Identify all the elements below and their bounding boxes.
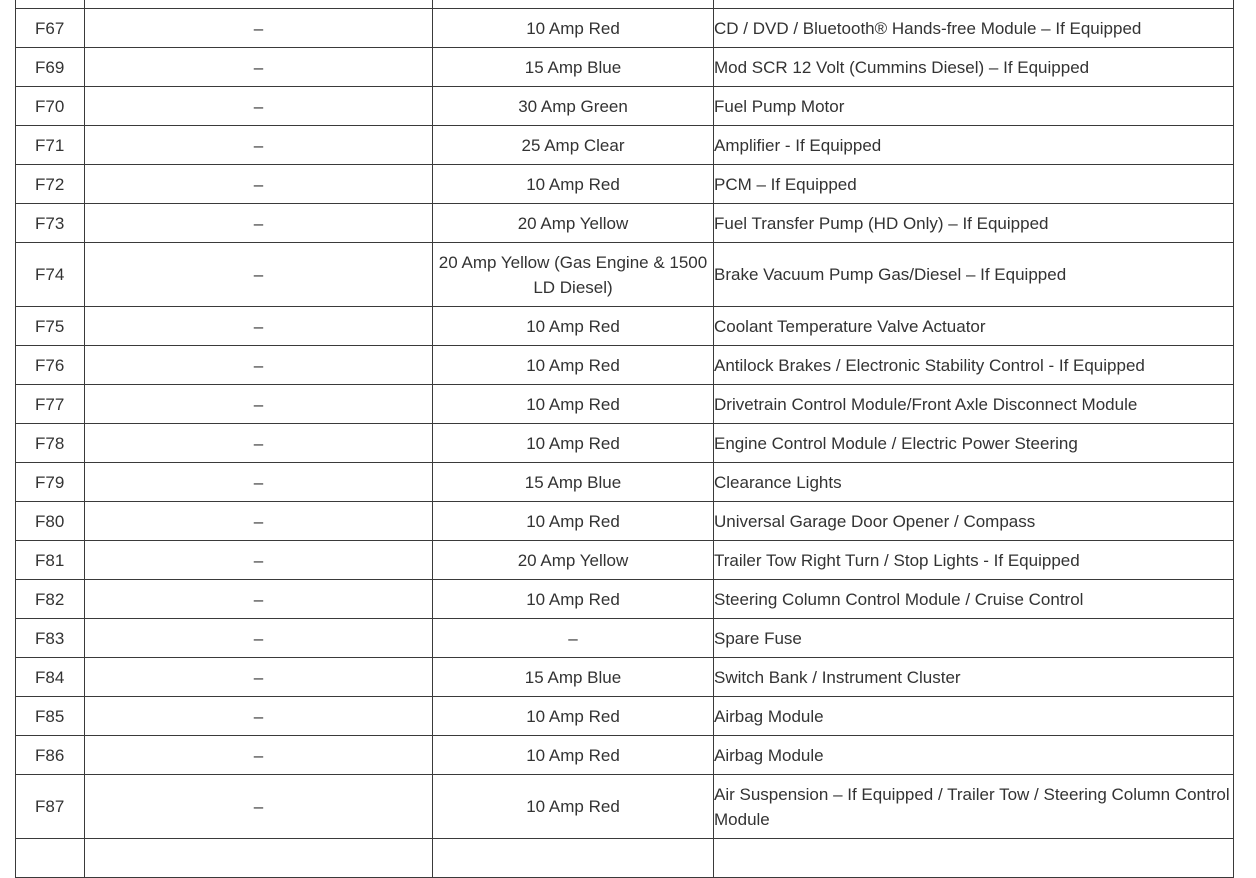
- mini-fuse-cell: 10 Amp Red: [433, 9, 714, 48]
- table-row: [16, 502, 1234, 541]
- cartridge-fuse-cell: [85, 839, 433, 878]
- mini-fuse-cell: 20 Amp Yellow (Gas Engine & 1500 LD Diesel): [433, 243, 714, 307]
- cavity-cell: F87: [16, 775, 85, 839]
- description-cell: PCM – If Equipped: [714, 165, 1234, 204]
- mini-fuse-cell: 10 Amp Red: [433, 165, 714, 204]
- cavity-cell: F78: [16, 424, 85, 463]
- cartridge-fuse-cell: –: [85, 48, 433, 87]
- description-cell: Universal Garage Door Opener / Compass: [714, 502, 1234, 541]
- cartridge-fuse-cell: –: [85, 463, 433, 502]
- cavity-cell: F86: [16, 736, 85, 775]
- cavity-cell: F80: [16, 502, 85, 541]
- description-cell: Airbag Module: [714, 697, 1234, 736]
- table-row: [16, 385, 1234, 424]
- description-cell: Mod SCR 12 Volt (Cummins Diesel) – If Equipped: [714, 48, 1234, 87]
- description-cell: Fuel Transfer Pump (HD Only) – If Equipped: [714, 204, 1234, 243]
- cartridge-fuse-cell: –: [85, 502, 433, 541]
- mini-fuse-cell: 30 Amp Green: [433, 87, 714, 126]
- cavity-cell: F79: [16, 463, 85, 502]
- fuse-table-container: [15, 0, 1233, 878]
- mini-fuse-cell: 10 Amp Red: [433, 697, 714, 736]
- description-cell: Switch Bank / Instrument Cluster: [714, 658, 1234, 697]
- table-row: [16, 619, 1234, 658]
- cartridge-fuse-cell: –: [85, 9, 433, 48]
- mini-fuse-cell: [433, 839, 714, 878]
- table-row: [16, 346, 1234, 385]
- mini-fuse-cell: 10 Amp Red: [433, 346, 714, 385]
- cartridge-fuse-cell: –: [85, 541, 433, 580]
- cartridge-fuse-cell: –: [85, 165, 433, 204]
- table-row: [16, 126, 1234, 165]
- description-cell: Amplifier - If Equipped: [714, 126, 1234, 165]
- cartridge-fuse-cell: –: [85, 697, 433, 736]
- cartridge-fuse-cell: [85, 0, 433, 9]
- cavity-cell: F82: [16, 580, 85, 619]
- cavity-cell: F75: [16, 307, 85, 346]
- table-row: [16, 9, 1234, 48]
- cavity-cell: F76: [16, 346, 85, 385]
- cartridge-fuse-cell: –: [85, 385, 433, 424]
- description-cell: Fuel Pump Motor: [714, 87, 1234, 126]
- cavity-cell: F70: [16, 87, 85, 126]
- mini-fuse-cell: 15 Amp Blue: [433, 48, 714, 87]
- description-cell: Coolant Temperature Valve Actuator: [714, 307, 1234, 346]
- description-cell: Airbag Module: [714, 736, 1234, 775]
- cavity-cell: [16, 0, 85, 9]
- cartridge-fuse-cell: –: [85, 580, 433, 619]
- table-row: [16, 839, 1234, 878]
- table-row: [16, 736, 1234, 775]
- cartridge-fuse-cell: –: [85, 346, 433, 385]
- description-cell: Air Suspension – If Equipped / Trailer Tow / Steering Column Control Module: [714, 775, 1234, 839]
- description-cell: Clearance Lights: [714, 463, 1234, 502]
- mini-fuse-cell: 10 Amp Red: [433, 580, 714, 619]
- mini-fuse-cell: 20 Amp Yellow: [433, 541, 714, 580]
- cartridge-fuse-cell: –: [85, 307, 433, 346]
- mini-fuse-cell: 10 Amp Red: [433, 385, 714, 424]
- table-row: [16, 463, 1234, 502]
- cavity-cell: F77: [16, 385, 85, 424]
- cartridge-fuse-cell: –: [85, 736, 433, 775]
- cavity-cell: F73: [16, 204, 85, 243]
- mini-fuse-cell: 10 Amp Red: [433, 307, 714, 346]
- description-cell: CD / DVD / Bluetooth® Hands-free Module – If Equipped: [714, 9, 1234, 48]
- cavity-cell: F69: [16, 48, 85, 87]
- mini-fuse-cell: –: [433, 619, 714, 658]
- table-row: [16, 307, 1234, 346]
- mini-fuse-cell: 10 Amp Red: [433, 775, 714, 839]
- description-cell: [714, 839, 1234, 878]
- cavity-cell: F85: [16, 697, 85, 736]
- cartridge-fuse-cell: –: [85, 243, 433, 307]
- table-row: [16, 541, 1234, 580]
- table-row: [16, 775, 1234, 839]
- cartridge-fuse-cell: –: [85, 775, 433, 839]
- table-row: [16, 658, 1234, 697]
- cavity-cell: F74: [16, 243, 85, 307]
- cavity-cell: F71: [16, 126, 85, 165]
- table-row: [16, 204, 1234, 243]
- table-row: [16, 580, 1234, 619]
- table-row: [16, 87, 1234, 126]
- table-row: [16, 243, 1234, 307]
- mini-fuse-cell: 10 Amp Red: [433, 736, 714, 775]
- cavity-cell: F81: [16, 541, 85, 580]
- mini-fuse-cell: 25 Amp Clear: [433, 126, 714, 165]
- cartridge-fuse-cell: –: [85, 204, 433, 243]
- table-row: [16, 424, 1234, 463]
- mini-fuse-cell: 15 Amp Blue: [433, 463, 714, 502]
- table-row: [16, 165, 1234, 204]
- cartridge-fuse-cell: –: [85, 619, 433, 658]
- cartridge-fuse-cell: –: [85, 126, 433, 165]
- description-cell: Brake Vacuum Pump Gas/Diesel – If Equipped: [714, 243, 1234, 307]
- description-cell: Trailer Tow Right Turn / Stop Lights - If Equipped: [714, 541, 1234, 580]
- table-row: [16, 697, 1234, 736]
- fuse-table-body: [16, 0, 1234, 878]
- mini-fuse-cell: 10 Amp Red: [433, 424, 714, 463]
- mini-fuse-cell: [433, 0, 714, 9]
- description-cell: Spare Fuse: [714, 619, 1234, 658]
- description-cell: Engine Control Module / Electric Power Steering: [714, 424, 1234, 463]
- description-cell: [714, 0, 1234, 9]
- mini-fuse-cell: 10 Amp Red: [433, 502, 714, 541]
- description-cell: Steering Column Control Module / Cruise Control: [714, 580, 1234, 619]
- table-row: [16, 48, 1234, 87]
- cavity-cell: F72: [16, 165, 85, 204]
- table-row: [16, 0, 1234, 9]
- cartridge-fuse-cell: –: [85, 658, 433, 697]
- fuse-table: [15, 0, 1234, 878]
- cartridge-fuse-cell: –: [85, 424, 433, 463]
- description-cell: Antilock Brakes / Electronic Stability Control - If Equipped: [714, 346, 1234, 385]
- cavity-cell: [16, 839, 85, 878]
- cartridge-fuse-cell: –: [85, 87, 433, 126]
- cavity-cell: F84: [16, 658, 85, 697]
- cavity-cell: F83: [16, 619, 85, 658]
- mini-fuse-cell: 20 Amp Yellow: [433, 204, 714, 243]
- description-cell: Drivetrain Control Module/Front Axle Disconnect Module: [714, 385, 1234, 424]
- cavity-cell: F67: [16, 9, 85, 48]
- mini-fuse-cell: 15 Amp Blue: [433, 658, 714, 697]
